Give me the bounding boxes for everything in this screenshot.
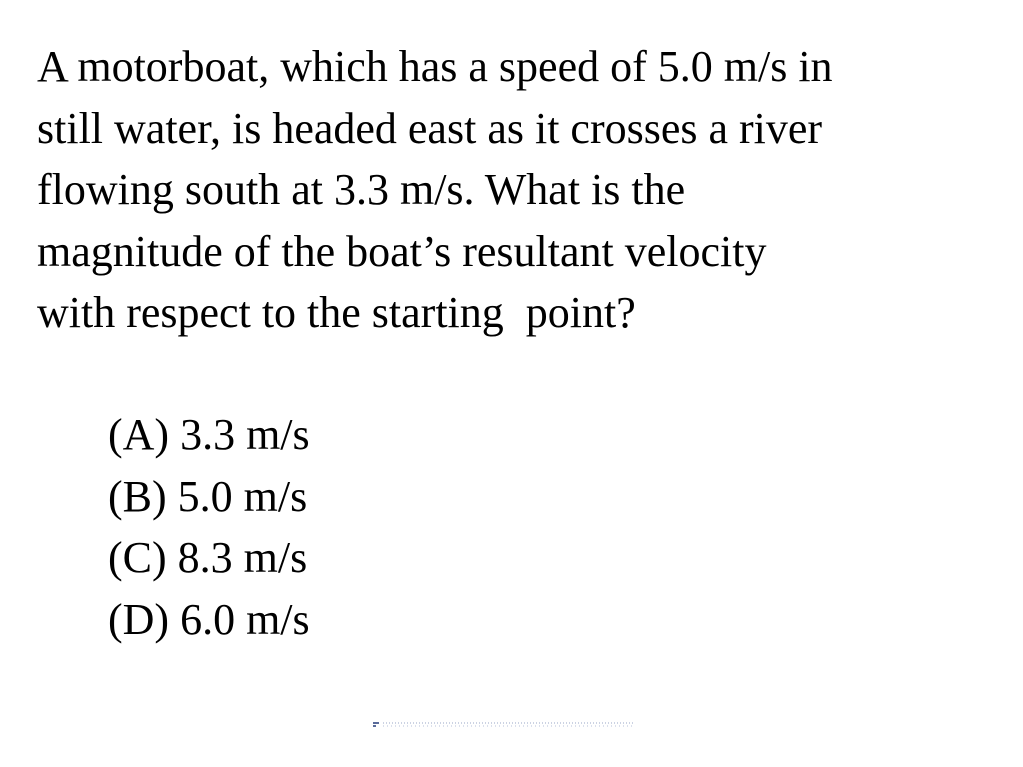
footer-dotted-mark xyxy=(373,720,635,728)
choice-d: (D) 6.0 m/s xyxy=(108,594,310,644)
question-line-4: magnitude of the boat’s resultant velocity xyxy=(37,226,767,276)
question-line-2: still water, is headed east as it crosses a river xyxy=(37,103,823,153)
choice-b: (B) 5.0 m/s xyxy=(108,471,308,521)
choice-c: (C) 8.3 m/s xyxy=(108,533,308,582)
question-line-5: with respect to the starting point? xyxy=(37,288,636,337)
choice-a: (A) 3.3 m/s xyxy=(108,410,310,459)
question-text xyxy=(37,36,997,344)
question-line-1: A motorboat, which has a speed of 5.0 m/s in xyxy=(37,42,833,91)
question-line-3: flowing south at 3.3 m/s. What is the xyxy=(37,165,686,214)
answer-choices xyxy=(108,404,310,650)
